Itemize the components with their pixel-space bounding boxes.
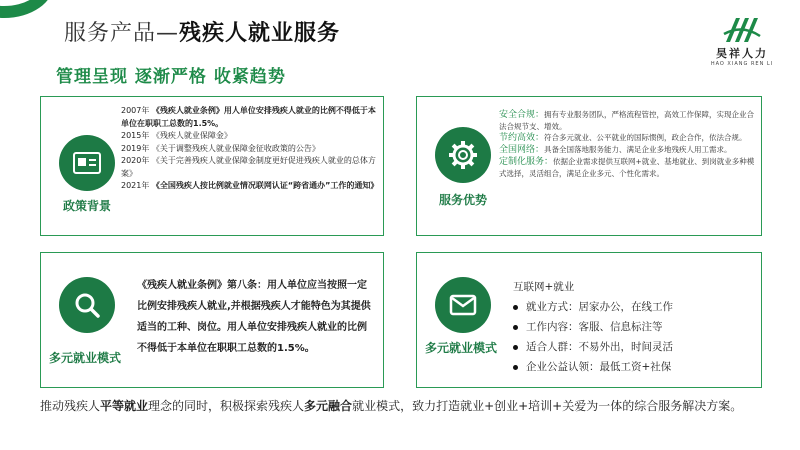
- employment-mode-label: 多元就业模式: [424, 341, 497, 355]
- list-item: 适合人群：不易外出，时间灵活: [513, 337, 753, 357]
- company-logo: [706, 14, 778, 76]
- logo-name-en: HAO XIANG REN LI: [710, 61, 774, 67]
- search-icon: [59, 277, 115, 333]
- advantage-item: 全国网络：具备全国落地服务能力、满足企业多地残疾人用工需求。: [499, 145, 732, 155]
- bullet-icon: [513, 325, 518, 330]
- bullet-icon: [513, 305, 518, 310]
- policy-item: 2019年 《关于调整残疾人就业保障金征收政策的公告》: [121, 143, 320, 153]
- employment-mode-list: [513, 297, 753, 377]
- list-item: 工作内容：客服、信息标注等: [513, 317, 753, 337]
- policy-item: 2021年 《全国残疾人按比例就业情况联网认证“跨省通办”工作的通知》: [121, 181, 379, 190]
- footer-summary: 推动残疾人平等就业理念的同时，积极探索残疾人多元融合就业模式，致力打造就业+创业+培训+关爱为一体的综合服务解决方案。: [40, 399, 743, 413]
- mail-icon: [435, 277, 491, 333]
- employment-mode-heading: 互联网+就业: [513, 281, 575, 293]
- advantage-item: 节约高效：符合多元就业、公平就业的国际惯例，政企合作，依法合规。: [499, 133, 747, 143]
- bullet-icon: [513, 365, 518, 370]
- regulation-label: 多元就业模式: [48, 351, 121, 365]
- policy-item: 2020年 《关于完善残疾人就业保障金制度更好促进残疾人就业的总体方案》: [121, 156, 376, 178]
- list-item: 企业公益认领：最低工资+社保: [513, 357, 753, 377]
- list-item: 就业方式：居家办公，在线工作: [513, 297, 753, 317]
- service-advantage-card: [416, 96, 762, 236]
- advantage-item: 定制化服务：依据企业需求提供互联网+就业、基地就业、到岗就业多种模式选择，灵活组合，满足企业多元、个性化需求。: [499, 157, 755, 178]
- policy-item: 2015年 《残疾人就业保障金》: [121, 131, 232, 140]
- corner-decoration: [0, 0, 54, 18]
- page-subtitle: 管理呈现 逐渐严格 收紧趋势: [56, 67, 286, 87]
- policy-item: 2007年 《残疾人就业条例》用人单位安排残疾人就业的比例不得低于本单位在职职工总数的1.5%。: [121, 106, 376, 128]
- employment-mode-card: [416, 252, 762, 388]
- bullet-icon: [513, 345, 518, 350]
- policy-background-card: [40, 96, 384, 236]
- regulation-card: [40, 252, 384, 388]
- service-advantage-label: 服务优势: [438, 193, 487, 207]
- logo-mark-icon: [722, 14, 762, 44]
- policy-list: [121, 105, 383, 193]
- advantage-list: [499, 109, 757, 179]
- gear-icon: [435, 127, 491, 183]
- policy-background-label: 政策背景: [62, 199, 111, 213]
- advantage-item: 安全合规：拥有专业服务团队，严格流程管控，高效工作保障，实现企业合法合规节支、增效。: [499, 110, 755, 131]
- regulation-text: 《残疾人就业条例》第八条：用人单位应当按照一定比例安排残疾人就业,并根据残疾人才能特色为其提供适当的工种、岗位。用人单位安排残疾人就业的比例不得低于本单位在职职工总数的1.5%。: [137, 280, 371, 354]
- id-card-icon: [59, 135, 115, 191]
- logo-name-cn: 昊祥人力: [716, 47, 768, 60]
- page-title: 服务产品—残疾人就业服务: [64, 21, 341, 46]
